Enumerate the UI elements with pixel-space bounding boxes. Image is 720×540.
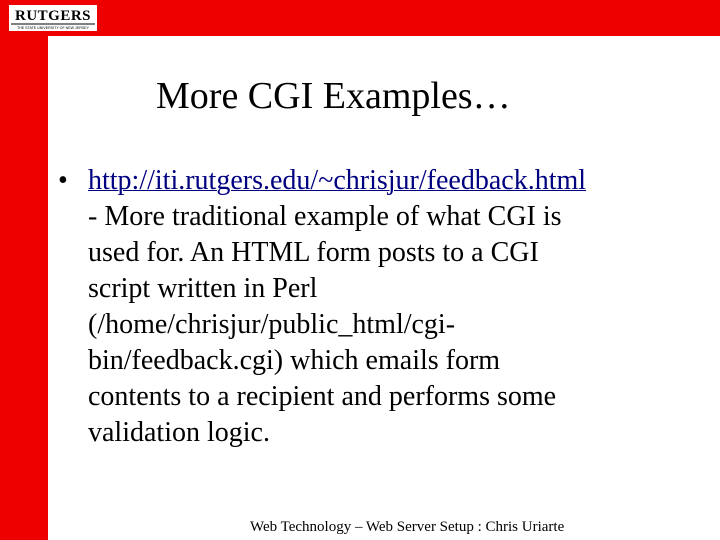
slide-footer: Web Technology – Web Server Setup : Chris Uriarte <box>250 519 565 535</box>
slide-title: More CGI Examples… <box>156 75 511 117</box>
body-line: - More traditional example of what CGI is <box>88 201 562 232</box>
body-line: validation logic. <box>88 417 270 448</box>
body-line: script written in Perl <box>88 273 318 304</box>
svg-text:THE STATE UNIVERSITY OF NEW JE: THE STATE UNIVERSITY OF NEW JERSEY <box>16 26 90 30</box>
rutgers-logo <box>9 5 97 31</box>
body-line: used for. An HTML form posts to a CGI <box>88 237 539 268</box>
svg-text:RUTGERS: RUTGERS <box>14 8 92 24</box>
body-line: (/home/chrisjur/public_html/cgi- <box>88 309 456 340</box>
bullet-text <box>88 163 693 451</box>
left-red-bar <box>0 0 48 540</box>
body-line: contents to a recipient and performs some <box>88 381 557 412</box>
body-line: bin/feedback.cgi) which emails form <box>88 345 501 376</box>
feedback-link[interactable]: http://iti.rutgers.edu/~chrisjur/feedback.html <box>88 165 587 196</box>
bullet-marker: • <box>58 165 68 196</box>
top-red-bar <box>0 0 720 36</box>
